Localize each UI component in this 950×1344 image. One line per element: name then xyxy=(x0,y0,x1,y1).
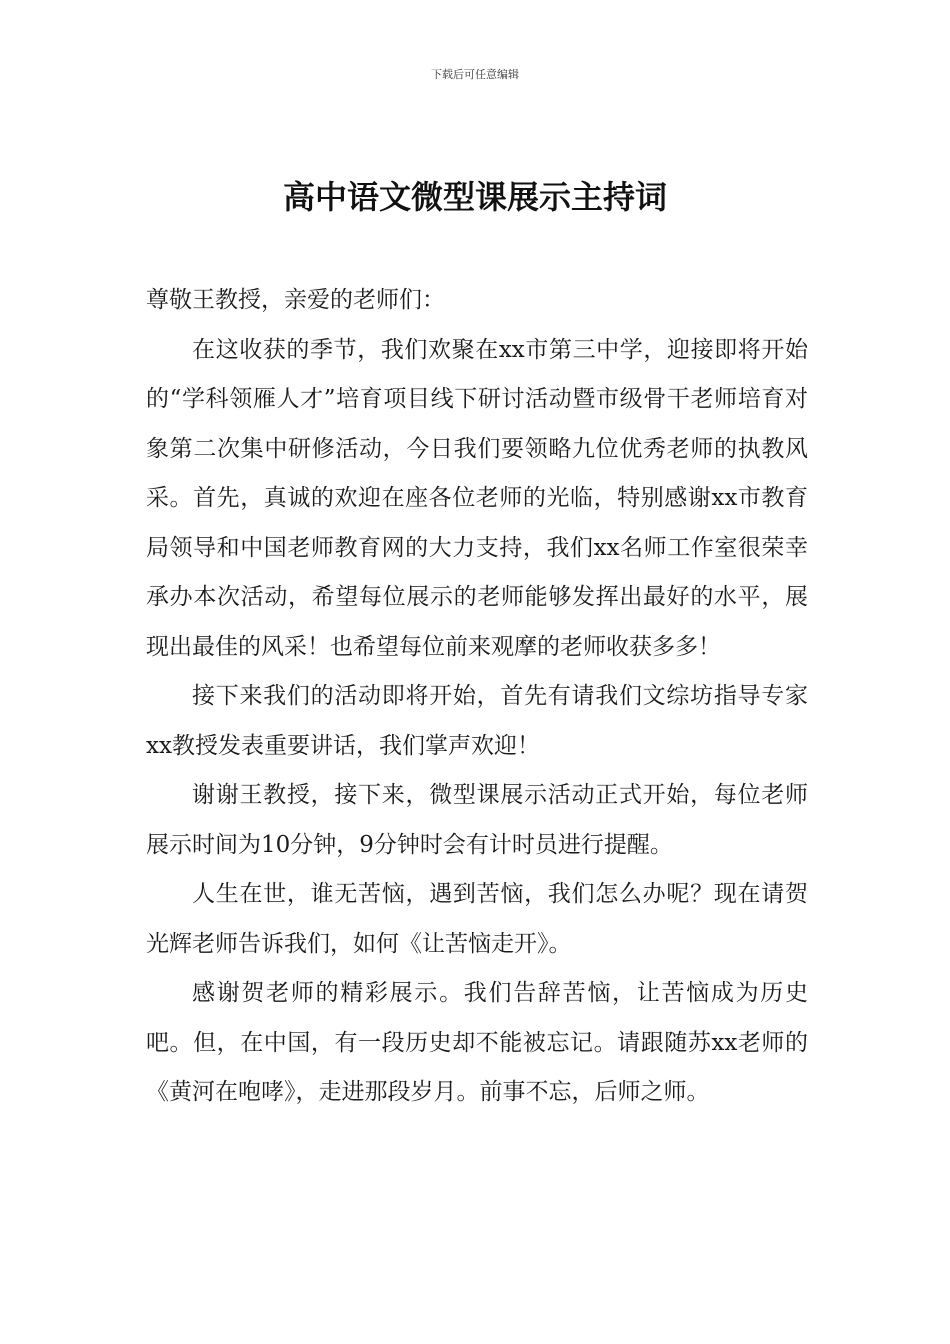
salutation-paragraph: 尊敬王教授，亲爱的老师们： xyxy=(146,287,445,313)
body-paragraph-expert-speech: 接下来我们的活动即将开始，首先有请我们文综坊指导专家xx教授发表重要讲话，我们掌声欢迎！ xyxy=(146,683,808,759)
body-paragraph-rules: 谢谢王教授，接下来，微型课展示活动正式开始，每位老师展示时间为10分钟，9分钟时会有计时员进行提醒。 xyxy=(146,782,808,858)
body-paragraph-opening: 在这收获的季节，我们欢聚在xx市第三中学，迎接即将开始的“学科领雁人才”培育项目线下研讨活动暨市级骨干老师培育对象第二次集中研修活动，今日我们要领略九位优秀老师的执教风采。首先，真诚的欢迎在座各位老师的光临，特别感谢xx市教育局领导和中国老师教育网的大力支持，我们xx名师工作室很荣幸承办本次活动，希望每位展示的老师能够发挥出最好的水平，展现出最佳的风采！也希望每位前来观摩的老师收获多多！ xyxy=(146,336,808,660)
document-title: 高中语文微型课展示主持词 xyxy=(282,178,667,216)
document-body xyxy=(146,276,808,1118)
body-paragraph-second-lesson: 感谢贺老师的精彩展示。我们告辞苦恼，让苦恼成为历史吧。但，在中国，有一段历史却不能被忘记。请跟随苏xx老师的《黄河在咆哮》，走进那段岁月。前事不忘，后师之师。 xyxy=(146,980,808,1105)
body-paragraph-first-lesson: 人生在世，谁无苦恼，遇到苦恼，我们怎么办呢？现在请贺光辉老师告诉我们，如何《让苦恼走开》。 xyxy=(146,881,808,957)
page-header-note: 下载后可任意编辑 xyxy=(431,68,519,81)
